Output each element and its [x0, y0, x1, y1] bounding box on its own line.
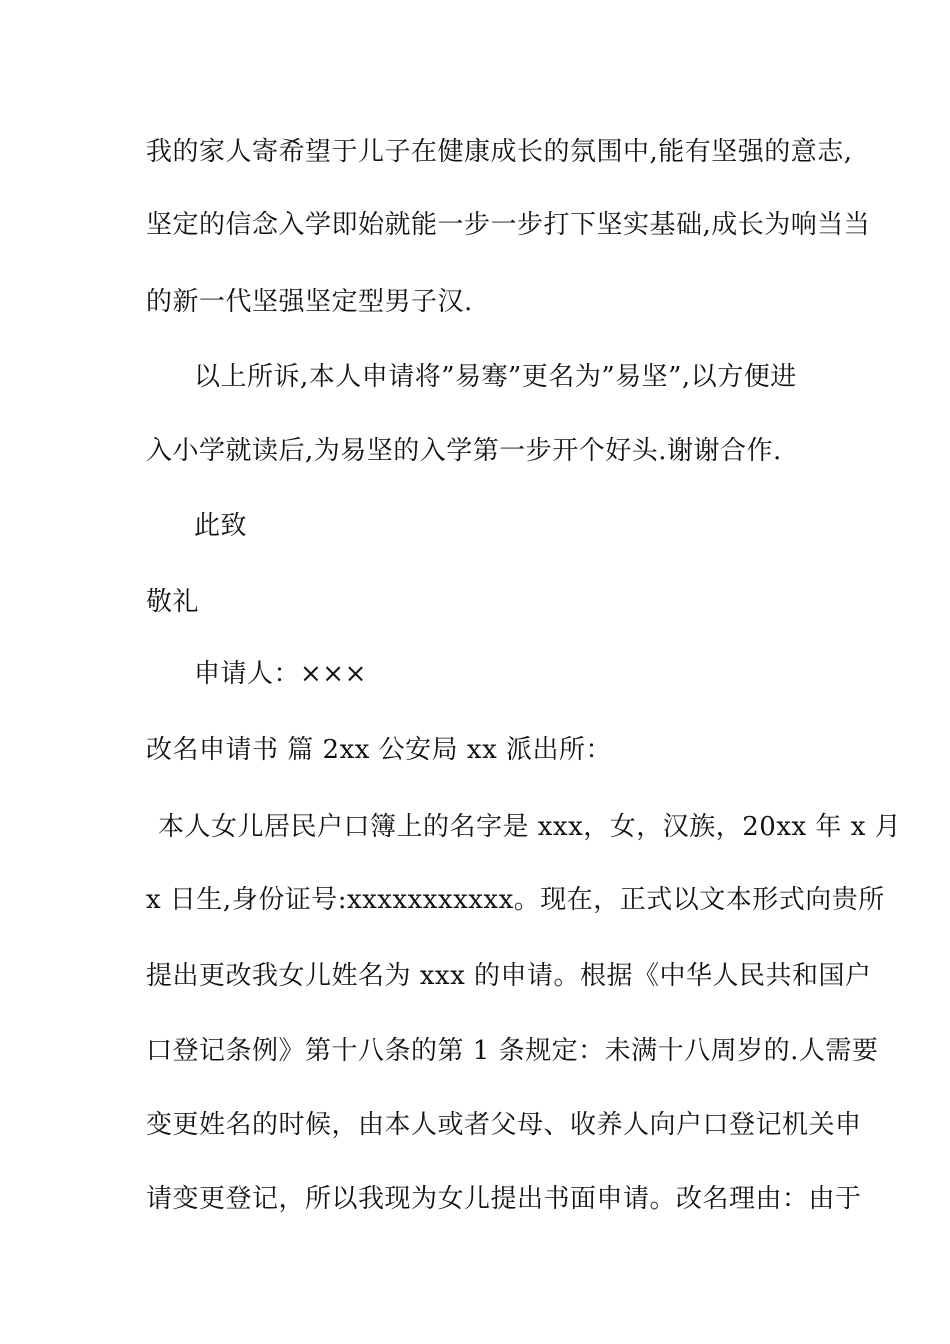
paragraph-line: 我的家人寄希望于儿子在健康成长的氛围中,能有坚强的意志,	[146, 137, 853, 167]
paragraph-line: 以上所诉,本人申请将”易骞”更名为”易坚”,以方便进	[194, 362, 797, 392]
paragraph-line: x 日生,身份证号:xxxxxxxxxxx。现在，正式以文本形式向贵所	[146, 885, 885, 915]
paragraph-line: 请变更登记，所以我现为女儿提出书面申请。改名理由：由于	[146, 1184, 862, 1214]
paragraph-line: 口登记条例》第十八条的第 1 条规定：未满十八周岁的.人需要	[146, 1036, 879, 1066]
closing-respect: 敬礼	[146, 587, 200, 617]
section-heading-line: 改名申请书 篇 2xx 公安局 xx 派出所：	[146, 735, 613, 765]
paragraph-line: 提出更改我女儿姓名为 xxx 的申请。根据《中华人民共和国户	[146, 961, 872, 991]
paragraph-line: 坚定的信念入学即始就能一步一步打下坚实基础,成长为响当当	[146, 210, 871, 240]
paragraph-line: 本人女儿居民户口簿上的名字是 xxx，女，汉族，20xx 年 x 月	[158, 812, 902, 842]
paragraph-line: 入小学就读后,为易坚的入学第一步开个好头.谢谢合作.	[146, 436, 782, 466]
closing-salutation: 此致	[194, 511, 248, 541]
paragraph-line: 变更姓名的时候，由本人或者父母、收养人向户口登记机关申	[146, 1110, 862, 1140]
paragraph-line: 的新一代坚强坚定型男子汉.	[146, 287, 473, 317]
applicant-signature-line: 申请人：×××	[194, 659, 367, 689]
